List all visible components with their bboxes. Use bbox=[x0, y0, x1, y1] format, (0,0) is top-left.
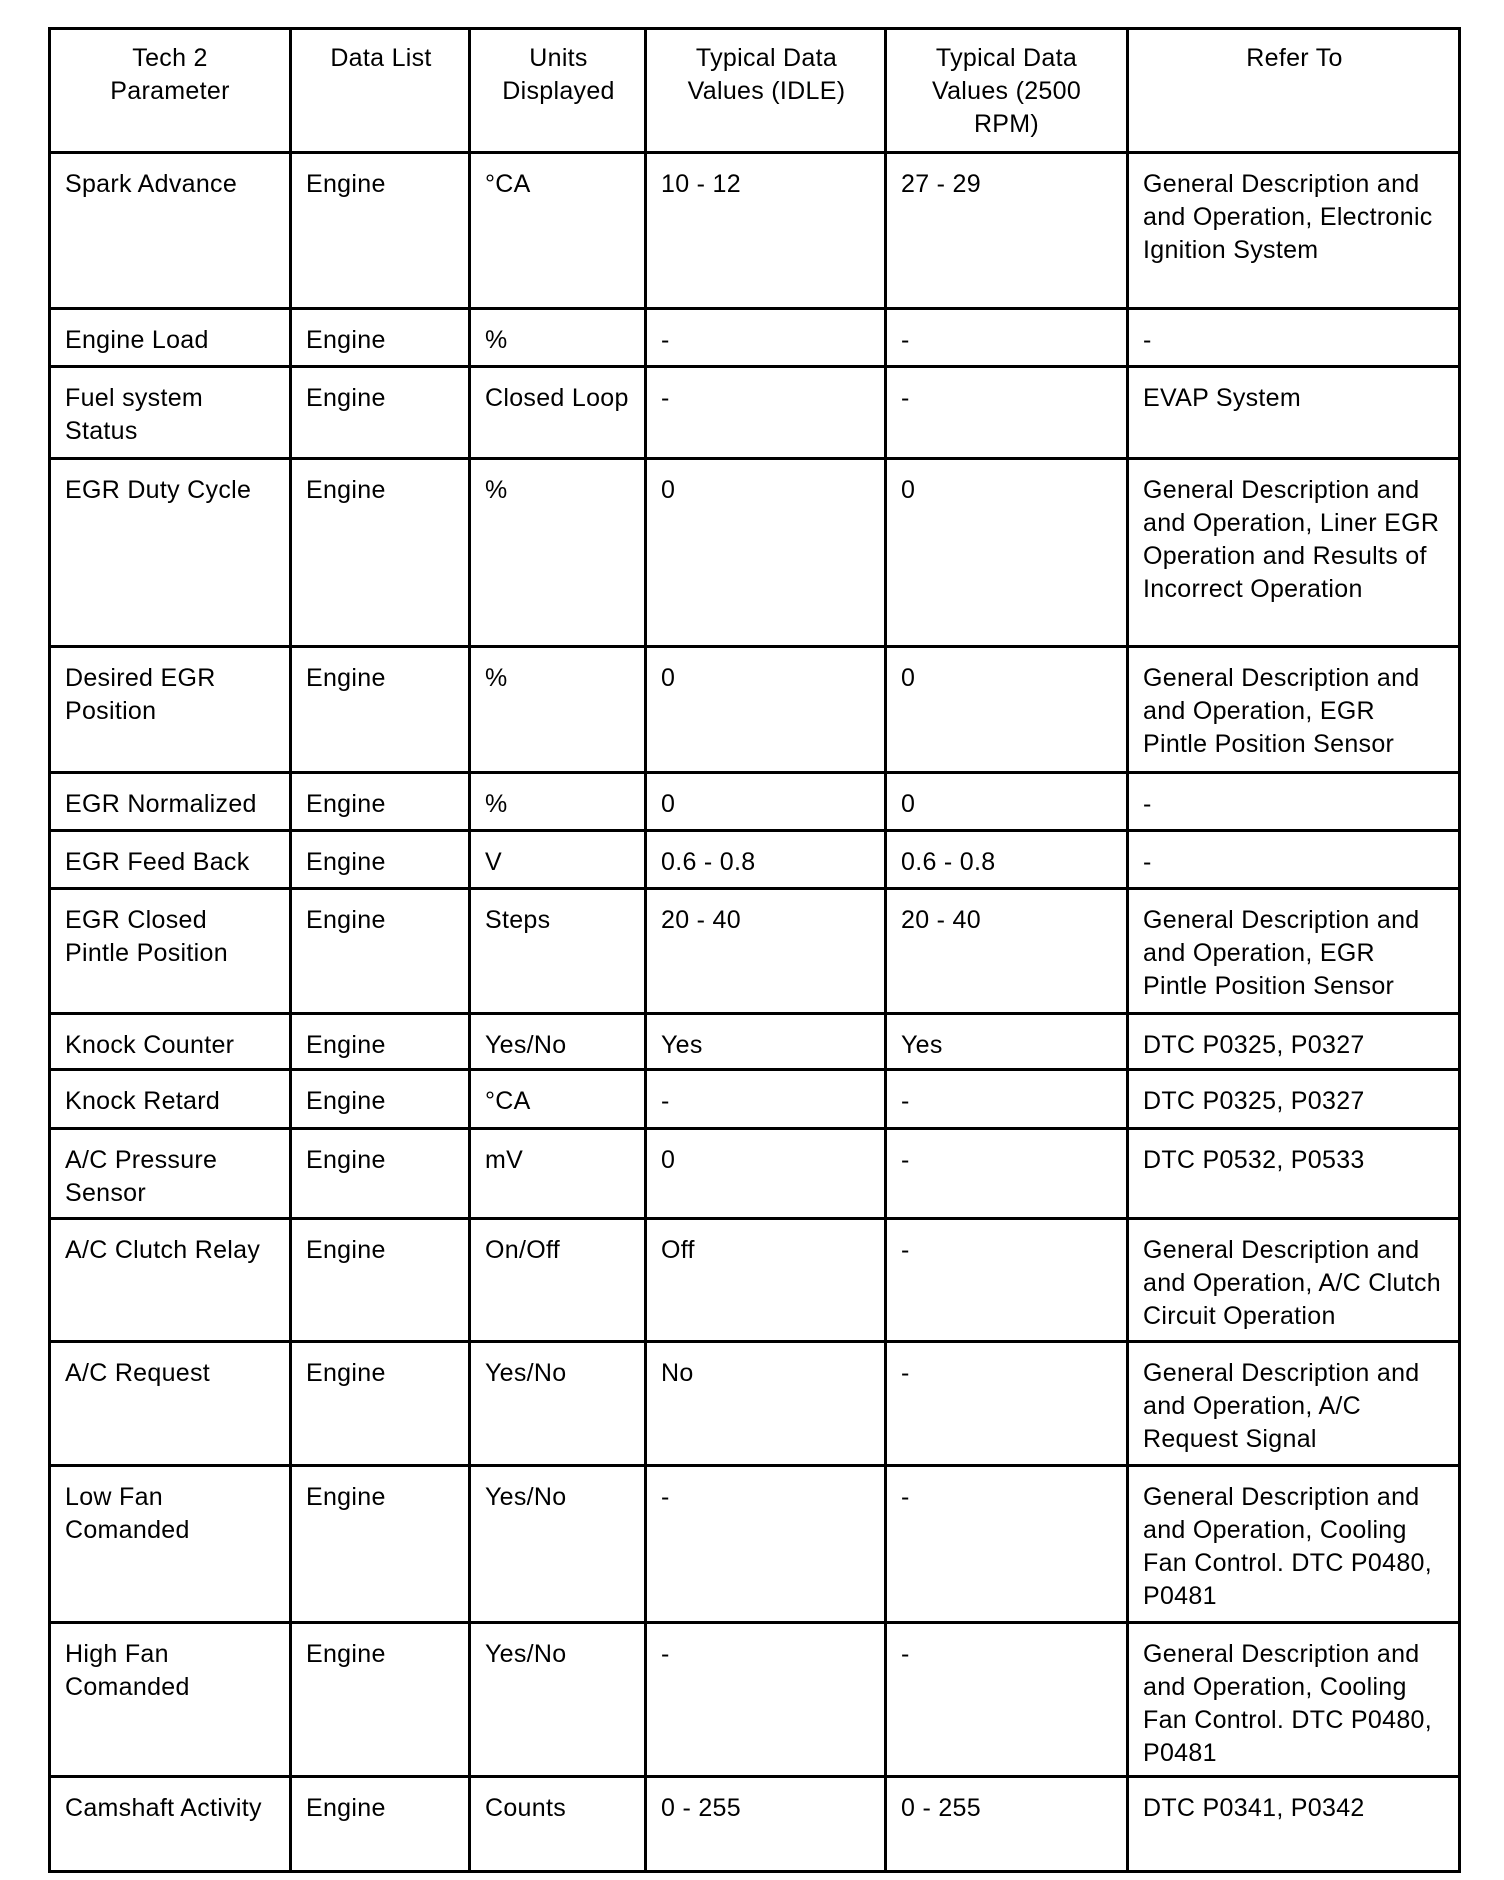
cell-units: % bbox=[470, 459, 646, 647]
cell-data-list: Engine bbox=[291, 367, 470, 459]
cell-idle-value: 0 bbox=[646, 647, 886, 773]
cell-parameter: A/C Clutch Relay bbox=[50, 1219, 291, 1342]
cell-units: Yes/No bbox=[470, 1014, 646, 1070]
table-row bbox=[50, 1070, 1460, 1129]
cell-idle-value: 10 - 12 bbox=[646, 153, 886, 309]
cell-idle-value: 0 bbox=[646, 773, 886, 831]
cell-refer-to: DTC P0532, P0533 bbox=[1128, 1129, 1460, 1219]
cell-data-list: Engine bbox=[291, 1070, 470, 1129]
cell-refer-to: General Description and and Operation, EGR Pintle Position Sensor bbox=[1128, 647, 1460, 773]
cell-idle-value: 0.6 - 0.8 bbox=[646, 831, 886, 889]
table-row bbox=[50, 1219, 1460, 1342]
cell-idle-value: - bbox=[646, 1466, 886, 1623]
cell-rpm2500-value: - bbox=[886, 1070, 1128, 1129]
table-row bbox=[50, 1014, 1460, 1070]
cell-units: Steps bbox=[470, 889, 646, 1014]
cell-parameter: A/C Request bbox=[50, 1342, 291, 1466]
cell-rpm2500-value: Yes bbox=[886, 1014, 1128, 1070]
cell-refer-to: - bbox=[1128, 309, 1460, 367]
cell-units: Closed Loop bbox=[470, 367, 646, 459]
cell-parameter: A/C Pressure Sensor bbox=[50, 1129, 291, 1219]
cell-rpm2500-value: - bbox=[886, 309, 1128, 367]
cell-refer-to: DTC P0325, P0327 bbox=[1128, 1014, 1460, 1070]
cell-data-list: Engine bbox=[291, 309, 470, 367]
cell-data-list: Engine bbox=[291, 889, 470, 1014]
cell-rpm2500-value: 20 - 40 bbox=[886, 889, 1128, 1014]
cell-rpm2500-value: 0 bbox=[886, 647, 1128, 773]
table-row bbox=[50, 773, 1460, 831]
header-units: Units Displayed bbox=[470, 29, 646, 153]
table-row bbox=[50, 1342, 1460, 1466]
cell-parameter: Low Fan Comanded bbox=[50, 1466, 291, 1623]
cell-refer-to: General Description and and Operation, A/C Request Signal bbox=[1128, 1342, 1460, 1466]
cell-idle-value: No bbox=[646, 1342, 886, 1466]
cell-parameter: EGR Normalized bbox=[50, 773, 291, 831]
cell-rpm2500-value: 27 - 29 bbox=[886, 153, 1128, 309]
cell-parameter: EGR Closed Pintle Position bbox=[50, 889, 291, 1014]
cell-units: V bbox=[470, 831, 646, 889]
cell-parameter: Fuel system Status bbox=[50, 367, 291, 459]
cell-data-list: Engine bbox=[291, 1342, 470, 1466]
cell-data-list: Engine bbox=[291, 647, 470, 773]
cell-data-list: Engine bbox=[291, 1014, 470, 1070]
table-row bbox=[50, 459, 1460, 647]
cell-data-list: Engine bbox=[291, 1129, 470, 1219]
cell-parameter: EGR Feed Back bbox=[50, 831, 291, 889]
header-refer-to: Refer To bbox=[1128, 29, 1460, 153]
cell-units: % bbox=[470, 647, 646, 773]
header-parameter: Tech 2 Parameter bbox=[50, 29, 291, 153]
table-row bbox=[50, 831, 1460, 889]
cell-idle-value: - bbox=[646, 309, 886, 367]
cell-units: °CA bbox=[470, 153, 646, 309]
cell-data-list: Engine bbox=[291, 1219, 470, 1342]
cell-rpm2500-value: 0 bbox=[886, 459, 1128, 647]
cell-rpm2500-value: - bbox=[886, 1466, 1128, 1623]
cell-parameter: Camshaft Activity bbox=[50, 1777, 291, 1872]
cell-parameter: Knock Retard bbox=[50, 1070, 291, 1129]
table-row bbox=[50, 1623, 1460, 1777]
table-row bbox=[50, 1466, 1460, 1623]
cell-refer-to: - bbox=[1128, 773, 1460, 831]
cell-refer-to: General Description and and Operation, Electronic Ignition System bbox=[1128, 153, 1460, 309]
cell-idle-value: 20 - 40 bbox=[646, 889, 886, 1014]
cell-idle-value: Yes bbox=[646, 1014, 886, 1070]
table-row bbox=[50, 309, 1460, 367]
cell-units: Counts bbox=[470, 1777, 646, 1872]
cell-parameter: Spark Advance bbox=[50, 153, 291, 309]
cell-idle-value: Off bbox=[646, 1219, 886, 1342]
cell-units: % bbox=[470, 773, 646, 831]
cell-parameter: Knock Counter bbox=[50, 1014, 291, 1070]
cell-rpm2500-value: - bbox=[886, 1219, 1128, 1342]
table-row bbox=[50, 647, 1460, 773]
cell-parameter: EGR Duty Cycle bbox=[50, 459, 291, 647]
cell-units: Yes/No bbox=[470, 1466, 646, 1623]
cell-idle-value: 0 bbox=[646, 1129, 886, 1219]
cell-refer-to: General Description and and Operation, Liner EGR Operation and Results of Incorrect Operation bbox=[1128, 459, 1460, 647]
cell-refer-to: - bbox=[1128, 831, 1460, 889]
cell-units: % bbox=[470, 309, 646, 367]
header-row bbox=[50, 29, 1460, 153]
cell-data-list: Engine bbox=[291, 1466, 470, 1623]
tech2-parameter-table bbox=[48, 27, 1461, 1873]
table-row bbox=[50, 1777, 1460, 1872]
table-row bbox=[50, 889, 1460, 1014]
cell-parameter: High Fan Comanded bbox=[50, 1623, 291, 1777]
cell-rpm2500-value: - bbox=[886, 1129, 1128, 1219]
cell-refer-to: General Description and and Operation, A/C Clutch Circuit Operation bbox=[1128, 1219, 1460, 1342]
cell-parameter: Desired EGR Position bbox=[50, 647, 291, 773]
header-data-list: Data List bbox=[291, 29, 470, 153]
cell-data-list: Engine bbox=[291, 831, 470, 889]
cell-units: On/Off bbox=[470, 1219, 646, 1342]
header-idle: Typical Data Values (IDLE) bbox=[646, 29, 886, 153]
cell-refer-to: EVAP System bbox=[1128, 367, 1460, 459]
header-2500rpm: Typical Data Values (2500 RPM) bbox=[886, 29, 1128, 153]
cell-data-list: Engine bbox=[291, 459, 470, 647]
cell-rpm2500-value: 0.6 - 0.8 bbox=[886, 831, 1128, 889]
cell-refer-to: General Description and and Operation, EGR Pintle Position Sensor bbox=[1128, 889, 1460, 1014]
cell-data-list: Engine bbox=[291, 1777, 470, 1872]
cell-refer-to: General Description and and Operation, Cooling Fan Control. DTC P0480, P0481 bbox=[1128, 1623, 1460, 1777]
cell-refer-to: DTC P0325, P0327 bbox=[1128, 1070, 1460, 1129]
table-row bbox=[50, 367, 1460, 459]
cell-idle-value: 0 - 255 bbox=[646, 1777, 886, 1872]
cell-rpm2500-value: - bbox=[886, 367, 1128, 459]
cell-rpm2500-value: 0 bbox=[886, 773, 1128, 831]
cell-refer-to: General Description and and Operation, Cooling Fan Control. DTC P0480, P0481 bbox=[1128, 1466, 1460, 1623]
cell-units: °CA bbox=[470, 1070, 646, 1129]
cell-idle-value: - bbox=[646, 367, 886, 459]
cell-parameter: Engine Load bbox=[50, 309, 291, 367]
cell-data-list: Engine bbox=[291, 773, 470, 831]
cell-units: Yes/No bbox=[470, 1623, 646, 1777]
cell-units: mV bbox=[470, 1129, 646, 1219]
table-row bbox=[50, 153, 1460, 309]
table-row bbox=[50, 1129, 1460, 1219]
cell-data-list: Engine bbox=[291, 153, 470, 309]
cell-idle-value: 0 bbox=[646, 459, 886, 647]
cell-data-list: Engine bbox=[291, 1623, 470, 1777]
cell-units: Yes/No bbox=[470, 1342, 646, 1466]
cell-refer-to: DTC P0341, P0342 bbox=[1128, 1777, 1460, 1872]
cell-idle-value: - bbox=[646, 1623, 886, 1777]
cell-rpm2500-value: - bbox=[886, 1342, 1128, 1466]
cell-idle-value: - bbox=[646, 1070, 886, 1129]
cell-rpm2500-value: - bbox=[886, 1623, 1128, 1777]
cell-rpm2500-value: 0 - 255 bbox=[886, 1777, 1128, 1872]
